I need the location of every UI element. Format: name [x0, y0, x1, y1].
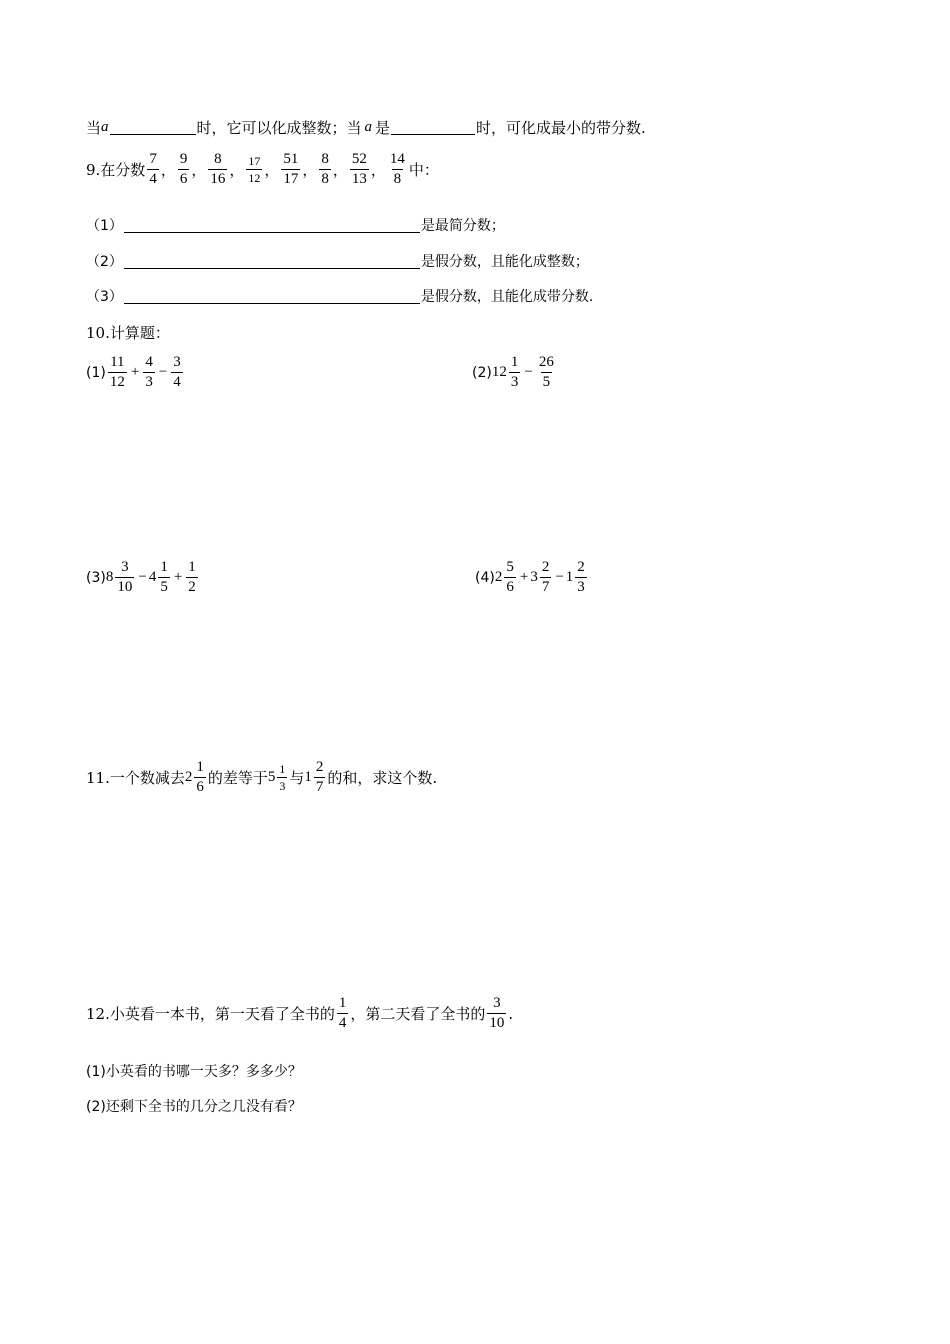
q9-blank-1[interactable] [124, 218, 420, 233]
q10-problem-1: (1) $\frac{11}{12}$ + $\frac{4}{3}$ − $\frac{3}{4}$ [86, 354, 181, 390]
q9-blank-3[interactable] [124, 289, 420, 304]
q9-fraction-3: $\frac{8}{16}$ [210, 151, 226, 187]
q8-line: 当 a 时，它可以化成整数；当 a 是 时，可化成最小的带分数. [86, 119, 646, 137]
q9-fraction-8: $\frac{14}{8}$ [389, 151, 405, 187]
q9-fraction-2: $\frac{9}{6}$ [179, 151, 188, 187]
q8-blank-1[interactable] [110, 120, 196, 135]
q12-line: 12.小英看一本书，第一天看了全书的 $\frac{1}{4}$ ，第二天看了全书的 $\frac{3}{10}$ . [86, 995, 514, 1031]
q12-sub-1: (1)小英看的书哪一天多？多多少？ [86, 1064, 302, 1080]
q9-blank-2[interactable] [124, 254, 420, 269]
q9-header: 9.在分数 $\frac{7}{4}$ ， $\frac{9}{6}$ ， $\frac{8}{16}$ ， $\frac{17}{12}$ ， $\frac{51}{17}$ ， $\frac{8}{8}$ ， $\frac{52}{13}$ ， $\frac{14}{8}$ 中： [86, 151, 439, 187]
q9-item-3: （3） 是假分数，且能化成带分数. [86, 289, 594, 305]
q9-fraction-6: $\frac{8}{8}$ [321, 151, 329, 187]
q9-fraction-7: $\frac{52}{13}$ [351, 151, 367, 187]
q12-sub-2: (2)还剩下全书的几分之几没有看？ [86, 1099, 302, 1115]
q10-problem-4: (4) 2 $\frac{5}{6}$ + 3 $\frac{2}{7}$ − 1 $\frac{2}{3}$ [475, 559, 585, 595]
variable-a: a [101, 119, 109, 135]
q9-fraction-4: $\frac{17}{12}$ [248, 154, 261, 185]
q9-fraction-1: $\frac{7}{4}$ [149, 151, 157, 187]
q8-blank-2[interactable] [391, 120, 475, 135]
q10-problem-3: (3) 8 $\frac{3}{10}$ − 4 $\frac{1}{5}$ + $\frac{1}{2}$ [86, 559, 196, 595]
variable-a-2: a [364, 119, 373, 135]
q10-title: 10.计算题： [86, 324, 170, 342]
q9-fraction-5: $\frac{51}{17}$ [283, 151, 299, 187]
q11-line: 11.一个数减去 2 $\frac{1}{6}$ 的差等于 5 $\frac{1}{3}$ 与 1 $\frac{2}{7}$ 的和，求这个数. [86, 759, 438, 795]
q9-item-1: （1） 是最简分数； [86, 218, 505, 234]
q9-item-2: （2） 是假分数，且能化成整数； [86, 254, 589, 270]
q10-problem-2: (2) 12 $\frac{1}{3}$ − $\frac{26}{5}$ [472, 354, 554, 390]
